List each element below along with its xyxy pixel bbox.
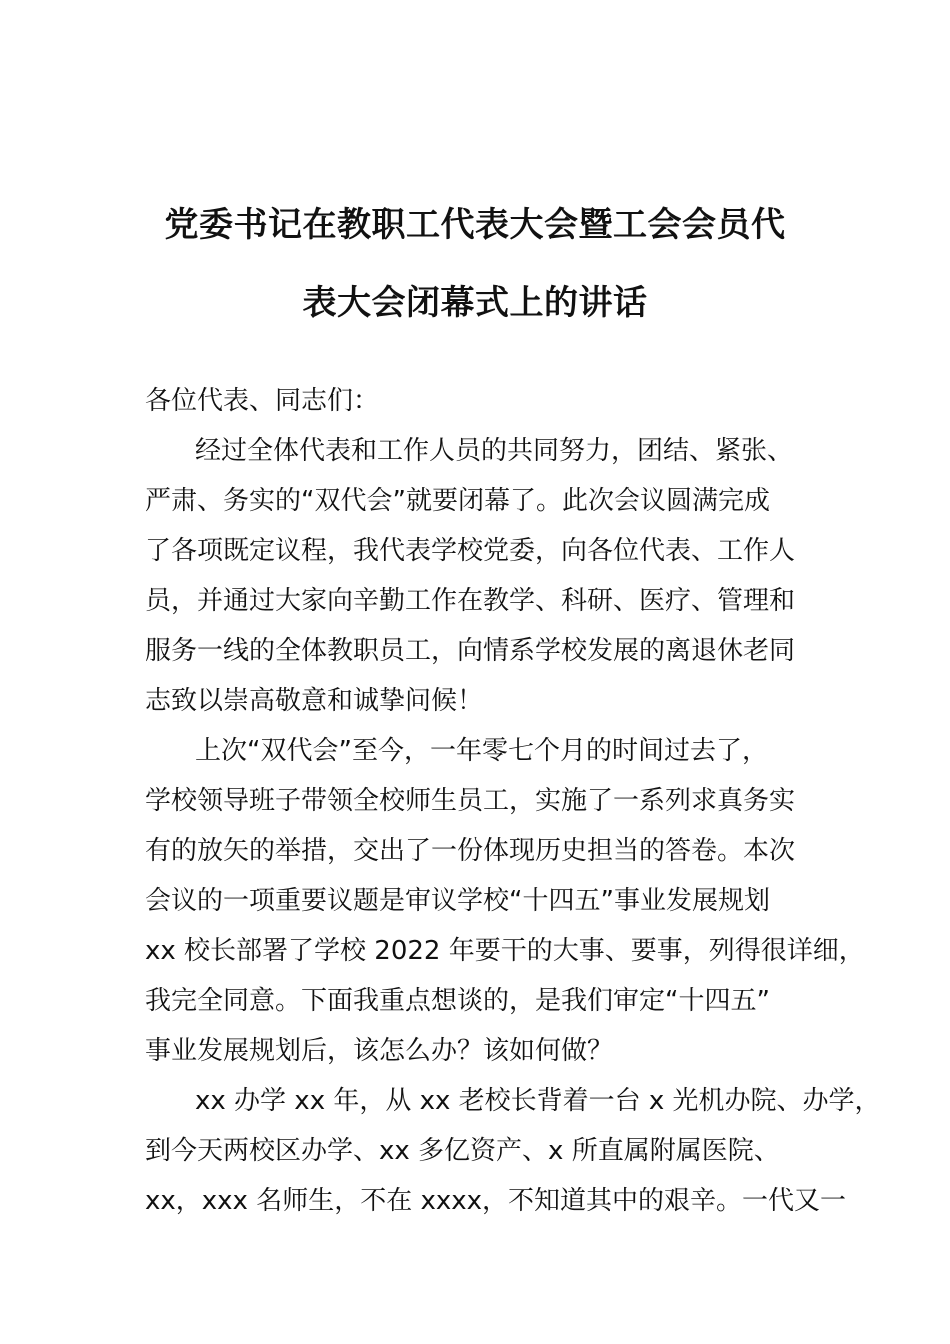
paragraph-2-line-3: 有的放矢的举措，交出了一份体现历史担当的答卷。本次 [145,836,796,866]
document-title-line-1: 党委书记在教职工代表大会暨工会会员代 [164,205,786,245]
paragraph-3-line-2: 到今天两校区办学、xx 多亿资产、x 所直属附属医院、 [145,1136,780,1166]
paragraph-1-line-1: 经过全体代表和工作人员的共同努力，团结、紧张、 [195,436,794,466]
paragraph-1-line-6: 志致以崇高敬意和诚挚问候！ [145,686,484,716]
paragraph-1-line-2: 严肃、务实的“双代会”就要闭幕了。此次会议圆满完成 [145,486,770,516]
paragraph-2-line-4: 会议的一项重要议题是审议学校“十四五”事业发展规划 [145,886,770,916]
paragraph-1-line-3: 了各项既定议程，我代表学校党委，向各位代表、工作人 [145,536,796,566]
paragraph-1-line-5: 服务一线的全体教职员工，向情系学校发展的离退休老同 [145,636,796,666]
paragraph-1-line-4: 员，并通过大家向辛勤工作在教学、科研、医疗、管理和 [145,586,796,616]
salutation: 各位代表、同志们： [145,386,380,416]
paragraph-3-line-1: xx 办学 xx 年，从 xx 老校长背着一台 x 光机办院、办学， [195,1086,881,1116]
paragraph-2-line-7: 事业发展规划后，该怎么办？该如何做？ [145,1036,614,1066]
paragraph-2-line-2: 学校领导班子带领全校师生员工，实施了一系列求真务实 [145,786,796,816]
paragraph-2-line-5: xx 校长部署了学校 2022 年要干的大事、要事，列得很详细， [145,936,865,966]
paragraph-2-line-1: 上次“双代会”至今，一年零七个月的时间过去了， [195,736,768,766]
paragraph-3-line-3: xx，xxx 名师生，不在 xxxx，不知道其中的艰辛。一代又一 [145,1186,847,1216]
document-title-line-2: 表大会闭幕式上的讲话 [302,283,648,323]
paragraph-2-line-6: 我完全同意。下面我重点想谈的，是我们审定“十四五” [145,986,770,1016]
